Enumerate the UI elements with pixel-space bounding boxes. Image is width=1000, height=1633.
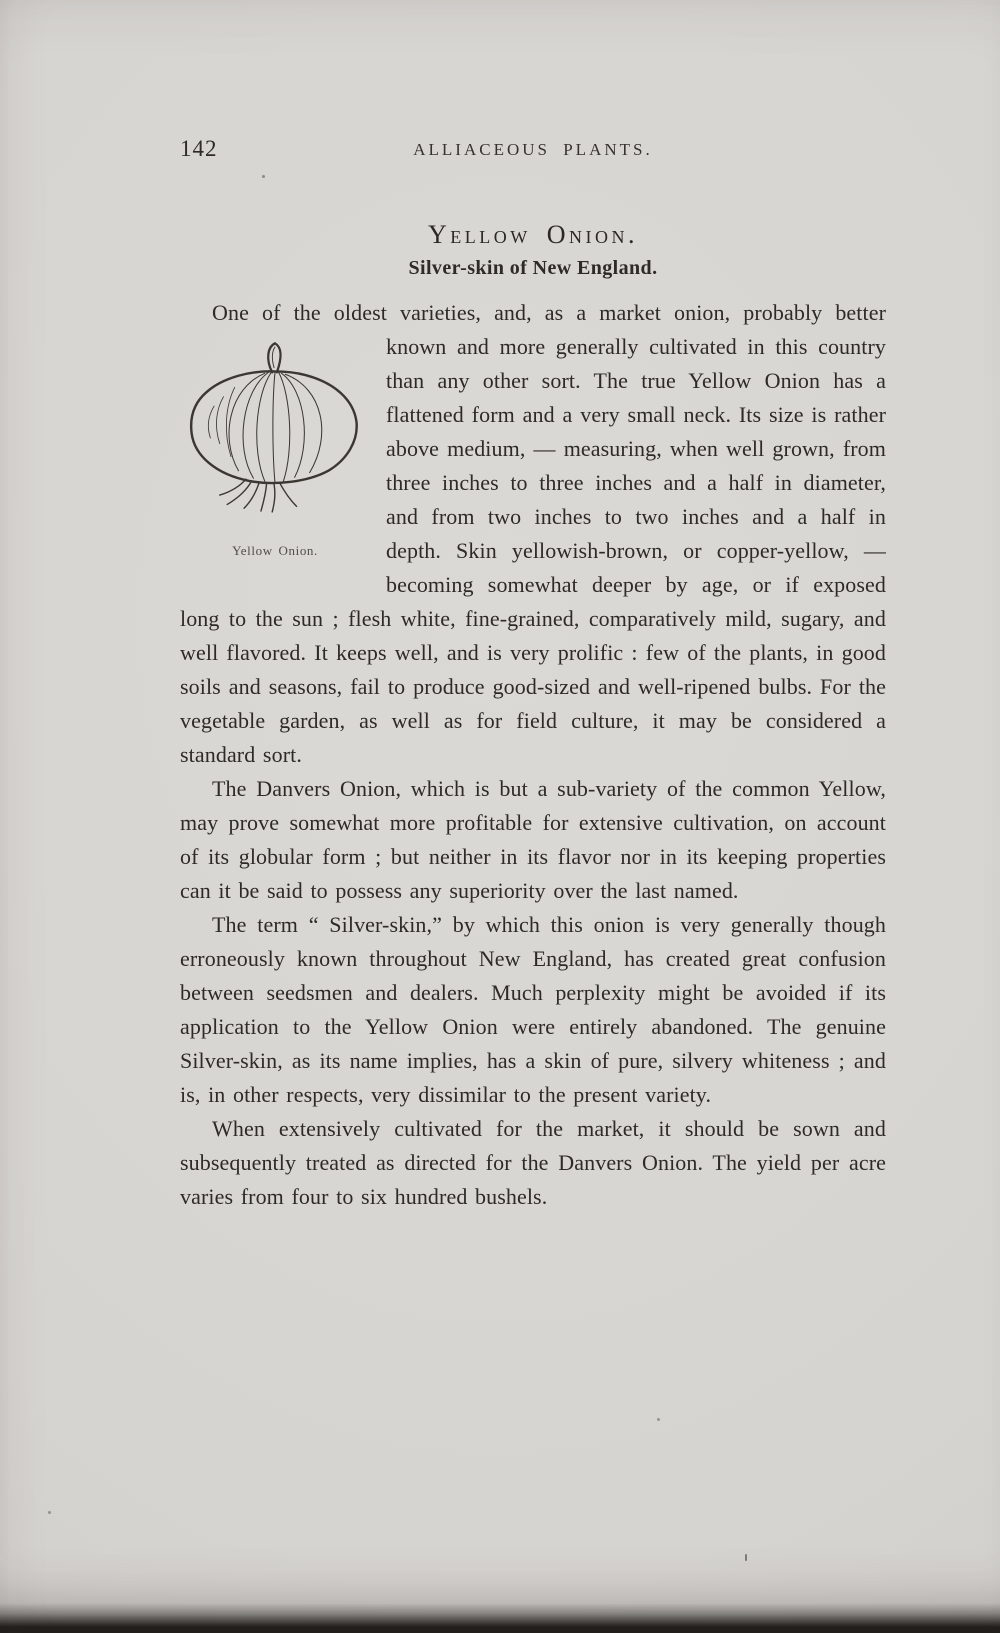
title-block	[180, 220, 886, 280]
scan-artifact	[48, 1511, 51, 1514]
page-number: 142	[180, 136, 218, 161]
scan-artifact	[262, 175, 265, 178]
paragraph-2: The Danvers Onion, which is but a sub-variety of the common Yellow, may prove somewhat more profitable for extensive cultivation, on account of its globular form ; but neither in its flavor nor in its keeping properties can it be said to possess any superiority over the last named.	[180, 776, 886, 903]
scan-edge-shadow	[0, 1603, 1000, 1633]
article-subtitle: Silver-skin of New England.	[408, 257, 658, 279]
figure-caption: Yellow Onion.	[232, 543, 318, 558]
paragraph-4: When extensively cultivated for the market, it should be sown and subsequently treated as directed for the Danvers Onion. The yield per acre varies from four to six hundred bushels.	[180, 1116, 886, 1209]
running-header-title: ALLIACEOUS PLANTS.	[413, 140, 653, 159]
scan-artifact	[745, 1554, 747, 1561]
onion-engraving-icon	[186, 338, 364, 536]
paragraph-1-intro: One of the oldest varieties, and, as a market onion, probably better known and more generally cultivated in this country	[212, 300, 886, 359]
paragraph-1	[180, 296, 886, 772]
paragraph-1-rest: than any other sort. The true Yellow Onion has a flattened form and a very small neck. Its size is rather above medium, — measuring, when well grown, from three inches to three inches and a half in diameter, and from two inches to two inches and a half in depth. Skin yellowish-brown, or copper-yellow, — becoming somewhat deeper by age, or if exposed long to the sun ; flesh white, fine-grained, comparatively mild, sugary, and well flavored. It keeps well, and is very prolific : few of the plants, in good soils and seasons, fail to produce good-sized and well-ripened bulbs. For the vegetable garden, as well as for field culture, it may be considered a standard sort.	[180, 368, 886, 767]
article-title: Yellow Onion.	[427, 220, 639, 249]
scan-artifact	[657, 1418, 660, 1421]
paragraph-3: The term “ Silver-skin,” by which this onion is very generally though erroneously known throughout New England, has created great confusion between seedsmen and dealers. Much perplexity might be avoided if its application to the Yellow Onion were entirely abandoned. The genuine Silver-skin, as its name implies, has a skin of pure, silvery whiteness ; and is, in other respects, very dissimilar to the present variety.	[180, 912, 886, 1107]
running-head	[180, 136, 886, 168]
article-body	[180, 296, 886, 1214]
onion-figure	[182, 338, 368, 576]
